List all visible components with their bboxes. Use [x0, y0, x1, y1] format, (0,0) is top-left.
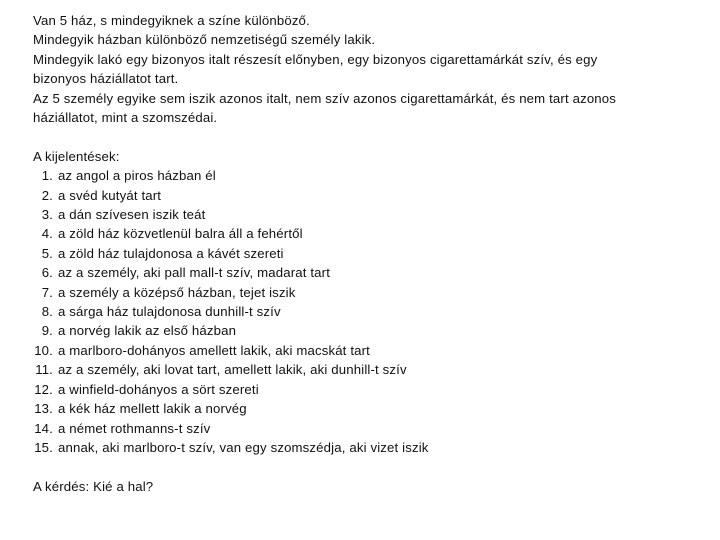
statements-heading: A kijelentések:: [33, 148, 120, 164]
statement-text: a zöld ház tulajdonosa a kávét szereti: [58, 245, 284, 261]
statement-number: 9.: [41, 323, 53, 339]
statement-item: [33, 360, 693, 379]
statement-number: 14.: [34, 420, 53, 436]
statement-text: a zöld ház közvetlenül balra áll a fehértől: [58, 226, 303, 242]
intro-line: háziállatot, mint a szomszédai.: [33, 110, 218, 126]
intro-line: Van 5 ház, s mindegyiknek a színe különböző.: [33, 13, 310, 28]
statement-item: [33, 283, 693, 302]
statement-text: a norvég lakik az első házban: [58, 323, 237, 339]
statement-item: [33, 186, 693, 205]
statements-list: [33, 166, 693, 457]
statement-item: [33, 438, 693, 457]
statement-number: 4.: [41, 226, 53, 242]
statement-text: a dán szívesen iszik teát: [58, 207, 206, 223]
intro-paragraph: [33, 11, 693, 127]
statement-number: 15.: [34, 439, 53, 455]
statement-item: [33, 302, 693, 321]
statement-item: [33, 166, 693, 185]
spacer: [33, 127, 693, 146]
intro-line: bizonyos háziállatot tart.: [33, 71, 179, 87]
intro-line: Az 5 személy egyike sem iszik azonos italt, nem szív azonos cigarettamárkát, és nem tart azonos: [33, 90, 617, 106]
statement-text: az a személy, aki lovat tart, amellett lakik, aki dunhill-t szív: [58, 362, 407, 378]
statement-text: az a személy, aki pall mall-t szív, madarat tart: [58, 265, 331, 281]
statement-item: [33, 224, 693, 243]
statement-number: 12.: [34, 381, 53, 397]
statement-item: [33, 399, 693, 418]
statement-number: 8.: [41, 304, 53, 320]
statement-text: a személy a középső házban, tejet iszik: [58, 284, 296, 300]
statement-text: a marlboro-dohányos amellett lakik, aki macskát tart: [58, 342, 370, 358]
statement-item: [33, 380, 693, 399]
statement-number: 10.: [34, 342, 53, 358]
statement-item: [33, 244, 693, 263]
statement-item: [33, 341, 693, 360]
question-line: A kérdés: Kié a hal?: [33, 478, 154, 494]
statement-number: 13.: [34, 401, 53, 417]
statement-number: 1.: [41, 168, 53, 184]
intro-line: Mindegyik házban különböző nemzetiségű személy lakik.: [33, 32, 376, 48]
statement-number: 5.: [41, 245, 53, 261]
statement-item: [33, 263, 693, 282]
statement-text: annak, aki marlboro-t szív, van egy szomszédja, aki vizet iszik: [58, 439, 429, 455]
statement-text: a svéd kutyát tart: [58, 187, 162, 203]
statement-text: a kék ház mellett lakik a norvég: [58, 401, 247, 417]
puzzle-document: [33, 11, 693, 496]
statement-number: 7.: [41, 284, 53, 300]
statement-text: a winfield-dohányos a sört szereti: [58, 381, 259, 397]
spacer: [33, 457, 693, 476]
statement-number: 3.: [41, 207, 53, 223]
statement-text: a sárga ház tulajdonosa dunhill-t szív: [58, 304, 281, 320]
statement-item: [33, 419, 693, 438]
intro-line: Mindegyik lakó egy bizonyos italt részesít előnyben, egy bizonyos cigarettamárkát szív, és egy: [33, 51, 598, 67]
statement-number: 2.: [41, 187, 53, 203]
statement-number: 6.: [41, 265, 53, 281]
statement-item: [33, 321, 693, 340]
statement-item: [33, 205, 693, 224]
statement-number: 11.: [35, 362, 53, 378]
statement-text: a német rothmanns-t szív: [58, 420, 211, 436]
statement-text: az angol a piros házban él: [58, 168, 216, 184]
